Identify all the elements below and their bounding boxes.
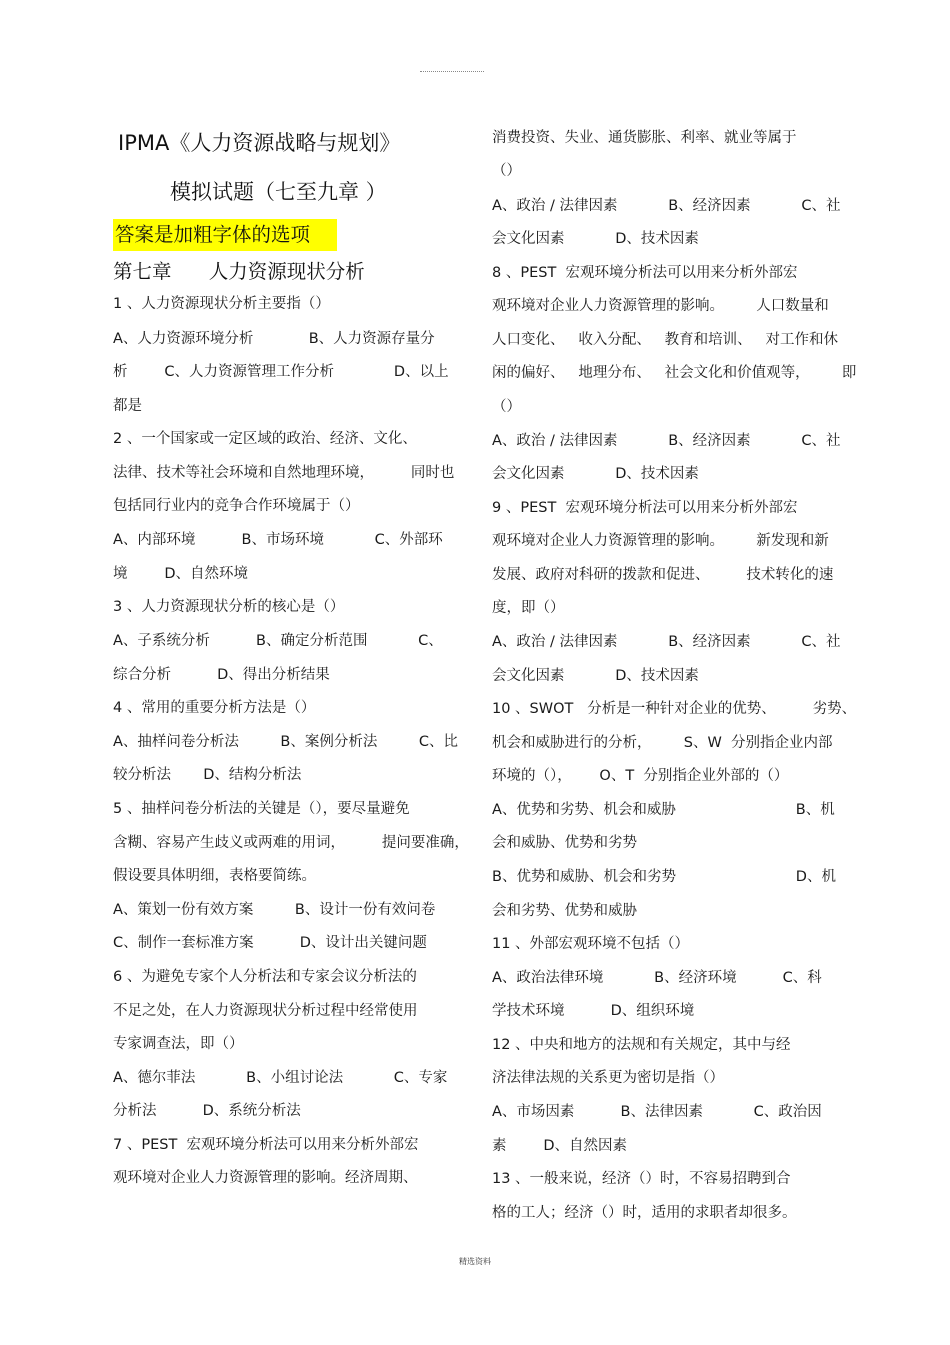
text-line: A、德尔菲法 B、小组讨论法 C、专家	[113, 1070, 448, 1086]
text-line: 1 、人力资源现状分析主要指（）	[113, 296, 330, 312]
text-line: （）	[492, 399, 521, 415]
text-line: 9 、PEST 宏观环境分析法可以用来分析外部宏	[492, 500, 798, 516]
text-line: A、内部环境 B、市场环境 C、外部环	[113, 532, 443, 548]
text-line: 素 D、自然因素	[492, 1138, 628, 1154]
text-line: 观环境对企业人力资源管理的影响。 新发现和新	[492, 533, 829, 549]
text-line: 2 、一个国家或一定区域的政治、经济、文化、	[113, 431, 417, 447]
text-line: 机会和威胁进行的分析， S、W 分别指企业内部	[492, 735, 833, 751]
text-line: 分析法 D、系统分析法	[113, 1103, 301, 1119]
text-line: 会文化因素 D、技术因素	[492, 668, 699, 684]
text-line: 济法律法规的关系更为密切是指（）	[492, 1070, 724, 1086]
text-line: 学技术环境 D、组织环境	[492, 1003, 695, 1019]
text-line: 12 、中央和地方的法规和有关规定，其中与经	[492, 1037, 791, 1053]
text-line: 4 、常用的重要分析方法是（）	[113, 700, 316, 716]
text-line: （）	[492, 163, 521, 179]
text-line: 消费投资、失业、通货膨胀、利率、就业等属于	[492, 130, 797, 146]
answer-note: 答案是加粗字体的选项	[115, 223, 311, 246]
text-line: 假设要具体明细，表格要简练。	[113, 868, 316, 884]
text-line: 法律、技术等社会环境和自然地理环境， 同时也	[113, 465, 455, 481]
text-line: A、抽样问卷分析法 B、案例分析法 C、比	[113, 734, 458, 750]
text-line: C、制作一套标准方案 D、设计出关键问题	[113, 935, 427, 951]
text-line: 10 、SWOT 分析是一种针对企业的优势、 劣势、	[492, 701, 857, 717]
text-line: A、市场因素 B、法律因素 C、政治因	[492, 1104, 822, 1120]
text-line: 含糊、容易产生歧义或两难的用词， 提问要准确，	[113, 835, 469, 851]
text-line: 闲的偏好、 地理分布、 社会文化和价值观等， 即	[492, 365, 857, 381]
text-line: A、政治 / 法律因素 B、经济因素 C、社	[492, 433, 841, 449]
text-line: 度，即（）	[492, 600, 565, 616]
text-line: A、优势和劣势、机会和威胁 B、机	[492, 802, 835, 818]
text-line: B、优势和威胁、机会和劣势 D、机	[492, 869, 836, 885]
text-line: 会和威胁、优势和劣势	[492, 835, 637, 851]
text-line: 13 、一般来说，经济（）时，不容易招聘到合	[492, 1171, 791, 1187]
text-line: 观环境对企业人力资源管理的影响。经济周期、	[113, 1170, 418, 1186]
text-line: 不足之处，在人力资源现状分析过程中经常使用	[113, 1003, 418, 1019]
text-line: 7 、PEST 宏观环境分析法可以用来分析外部宏	[113, 1137, 419, 1153]
header-rule	[420, 71, 484, 72]
text-line: 发展、政府对科研的拨款和促进、 技术转化的速	[492, 567, 834, 583]
text-line: A、策划一份有效方案 B、设计一份有效问卷	[113, 902, 436, 918]
chapter-heading: 第七章 人力资源现状分析	[113, 260, 365, 283]
text-line: A、子系统分析 B、确定分析范围 C、	[113, 633, 443, 649]
page-footer: 精选资料	[459, 1257, 491, 1266]
text-line: A、政治法律环境 B、经济环境 C、科	[492, 970, 822, 986]
text-line: 人口变化、 收入分配、 教育和培训、 对工作和休	[492, 332, 838, 348]
text-line: 格的工人；经济（）时，适用的求职者却很多。	[492, 1205, 797, 1221]
text-line: 11 、外部宏观环境不包括（）	[492, 936, 690, 952]
text-line: 3 、人力资源现状分析的核心是（）	[113, 599, 345, 615]
text-line: A、政治 / 法律因素 B、经济因素 C、社	[492, 198, 841, 214]
document-title: IPMA《人力资源战略与规划》	[118, 131, 401, 155]
document-subtitle: 模拟试题（七至九章 ）	[170, 180, 387, 204]
text-line: 专家调查法，即（）	[113, 1036, 244, 1052]
text-line: 较分析法 D、结构分析法	[113, 767, 302, 783]
text-line: 会文化因素 D、技术因素	[492, 231, 699, 247]
text-line: 析 C、人力资源管理工作分析 D、以上	[113, 364, 449, 380]
text-line: 观环境对企业人力资源管理的影响。 人口数量和	[492, 298, 829, 314]
text-line: 会和劣势、优势和威胁	[492, 903, 637, 919]
text-line: A、人力资源环境分析 B、人力资源存量分	[113, 331, 435, 347]
text-line: 会文化因素 D、技术因素	[492, 466, 699, 482]
text-line: 6 、为避免专家个人分析法和专家会议分析法的	[113, 969, 417, 985]
text-line: 5 、抽样问卷分析法的关键是（），要尽量避免	[113, 801, 410, 817]
text-line: 都是	[113, 398, 142, 414]
text-line: 8 、PEST 宏观环境分析法可以用来分析外部宏	[492, 265, 798, 281]
text-line: 境 D、自然环境	[113, 566, 249, 582]
text-line: A、政治 / 法律因素 B、经济因素 C、社	[492, 634, 841, 650]
text-line: 包括同行业内的竞争合作环境属于（）	[113, 498, 360, 514]
text-line: 环境的（）， O、T 分别指企业外部的（）	[492, 768, 789, 784]
text-line: 综合分析 D、得出分析结果	[113, 667, 330, 683]
